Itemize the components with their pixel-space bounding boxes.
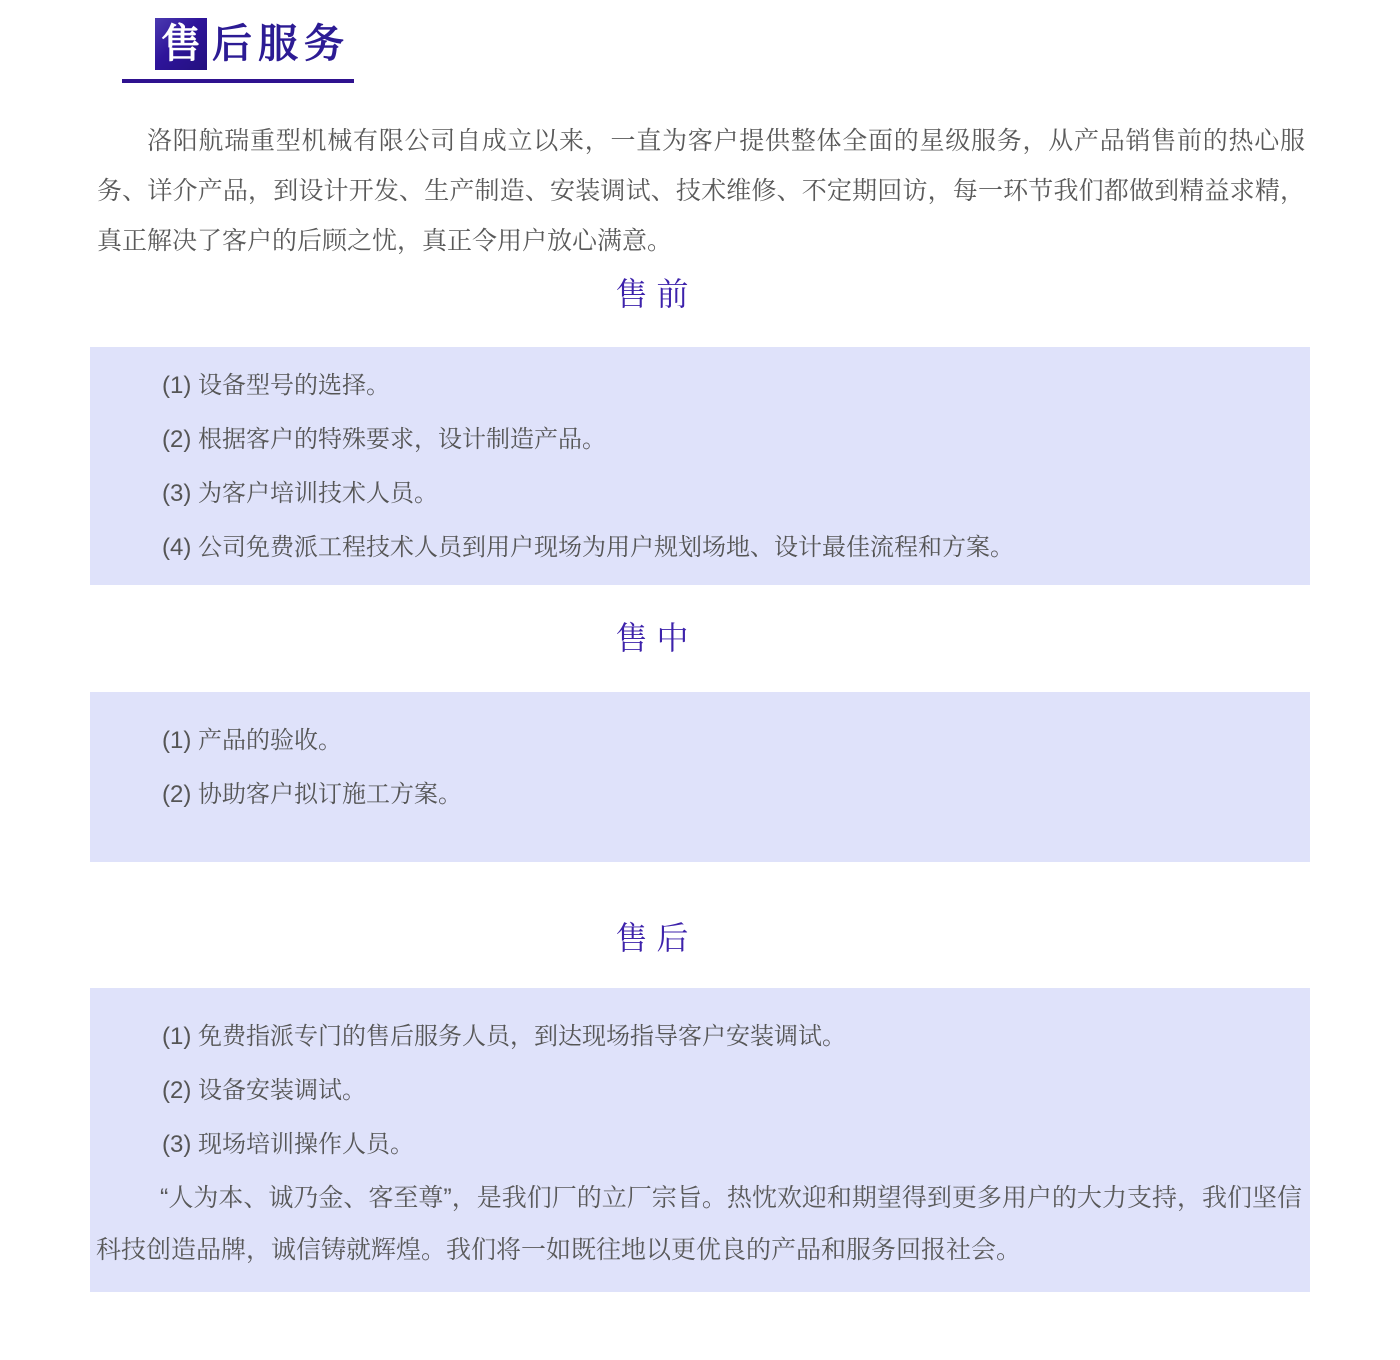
title-rest-text: 后服务: [212, 22, 350, 66]
title-underline: [122, 79, 354, 83]
aftersale-panel: [90, 988, 1310, 1292]
closing-paragraph: “人为本、诚乃金、客至尊”，是我们厂的立厂宗旨。热忱欢迎和期望得到更多用户的大力支持，我们坚信科技创造品牌，诚信铸就辉煌。我们将一如既往地以更优良的产品和服务回报社会。: [96, 1184, 1302, 1264]
aftersale-item-3: (3) 现场培训操作人员。: [162, 1131, 414, 1158]
midsale-panel: [90, 692, 1310, 862]
midsale-item-2: (2) 协助客户拟订施工方案。: [162, 781, 462, 808]
presale-item-4: (4) 公司免费派工程技术人员到用户现场为用户规划场地、设计最佳流程和方案。: [162, 534, 1014, 561]
presale-item-1: (1) 设备型号的选择。: [162, 372, 390, 399]
section-heading-presale: 售 前: [615, 276, 689, 312]
presale-item-2: (2) 根据客户的特殊要求，设计制造产品。: [162, 426, 606, 453]
page-title-row: [122, 18, 354, 70]
intro-paragraph: 洛阳航瑞重型机械有限公司自成立以来，一直为客户提供整体全面的星级服务，从产品销售前的热心服务、详介产品，到设计开发、生产制造、安装调试、技术维修、不定期回访，每一环节我们都做到精益求精，真正解决了客户的后顾之忧，真正令用户放心满意。: [97, 127, 1305, 255]
presale-item-3: (3) 为客户培训技术人员。: [162, 480, 438, 507]
midsale-item-1: (1) 产品的验收。: [162, 727, 342, 754]
aftersale-item-1: (1) 免费指派专门的售后服务人员，到达现场指导客户安装调试。: [162, 1023, 846, 1050]
page-title: [122, 18, 354, 83]
title-first-char-badge: 售: [155, 18, 207, 70]
presale-panel: [90, 347, 1310, 585]
aftersale-item-2: (2) 设备安装调试。: [162, 1077, 366, 1104]
section-heading-midsale: 售 中: [615, 620, 689, 656]
section-heading-aftersale: 售 后: [615, 920, 689, 956]
